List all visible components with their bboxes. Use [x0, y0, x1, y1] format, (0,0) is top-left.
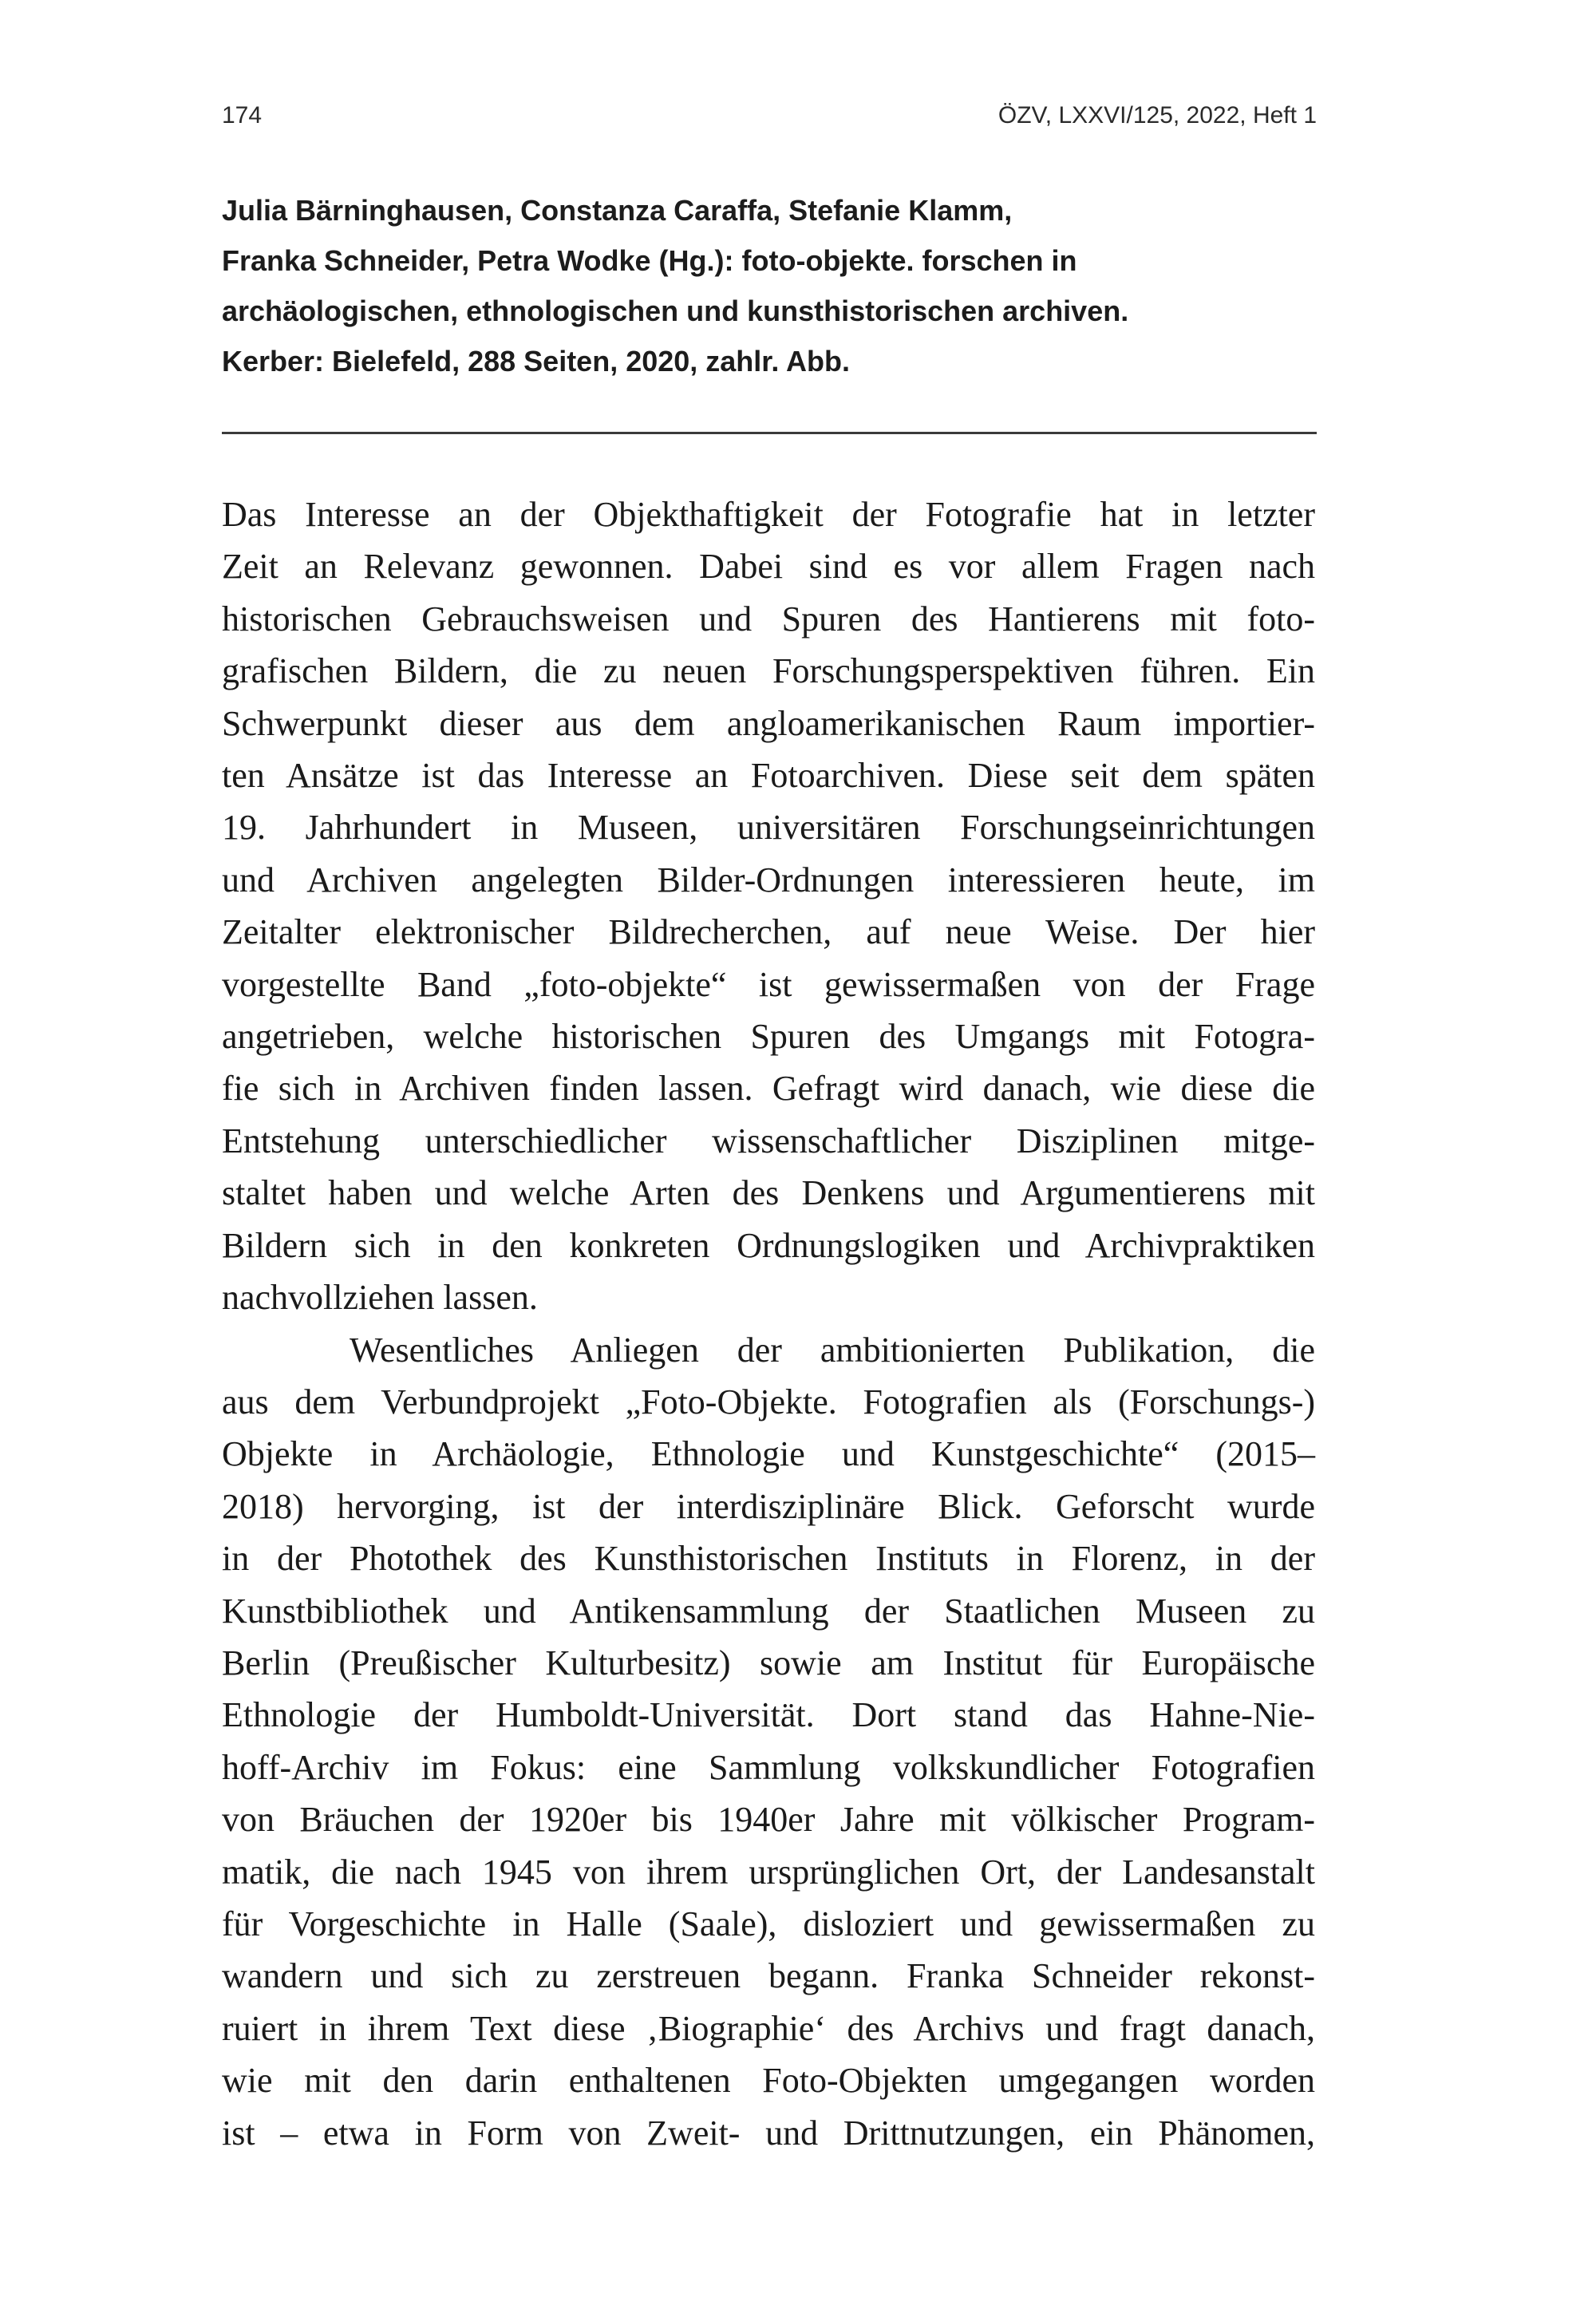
text-line: ruiert in ihrem Text diese ‚Biographie‘ des Archivs und fragt danach,: [222, 2008, 1315, 2048]
text-line: ist – etwa in Form von Zweit- und Drittnutzungen, ein Phänomen,: [222, 2113, 1315, 2153]
text-line: wandern und sich zu zerstreuen begann. Franka Schneider rekonst-: [222, 1956, 1315, 1996]
text-line: nachvollziehen lassen.: [222, 1278, 538, 1318]
text-line: Objekte in Archäologie, Ethnologie und Kunstgeschichte“ (2015–: [222, 1434, 1315, 1474]
text-line: ten Ansätze ist das Interesse an Fotoarchiven. Diese seit dem späten: [222, 756, 1315, 796]
text-line: Wesentliches Anliegen der ambitionierten Publikation, die: [350, 1330, 1315, 1370]
text-line: grafischen Bildern, die zu neuen Forschungsperspektiven führen. Ein: [222, 651, 1315, 691]
page-number: 174: [222, 102, 263, 128]
text-line: Ethnologie der Humboldt-Universität. Dort stand das Hahne-Nie-: [222, 1695, 1315, 1735]
text-line: angetrieben, welche historischen Spuren des Umgangs mit Fotogra-: [222, 1017, 1315, 1057]
text-line: matik, die nach 1945 von ihrem ursprünglichen Ort, der Landesanstalt: [222, 1852, 1315, 1892]
text-line: von Bräuchen der 1920er bis 1940er Jahre mit völkischer Program-: [222, 1800, 1315, 1840]
text-line: Entstehung unterschiedlicher wissenschaftlicher Disziplinen mitge-: [222, 1121, 1315, 1160]
text-line: staltet haben und welche Arten des Denkens und Argumentierens mit: [222, 1173, 1315, 1213]
paragraph-1: [222, 488, 1315, 1324]
title-line: Franka Schneider, Petra Wodke (Hg.): foto-objekte. forschen in: [222, 244, 1077, 277]
text-line: Kunstbibliothek und Antikensammlung der Staatlichen Museen zu: [222, 1591, 1315, 1631]
review-title: [222, 185, 1317, 386]
title-line: Kerber: Bielefeld, 288 Seiten, 2020, zahlr. Abb.: [222, 345, 850, 378]
journal-citation: ÖZV, LXXVI/125, 2022, Heft 1: [998, 102, 1317, 128]
text-line: historischen Gebrauchsweisen und Spuren des Hantierens mit foto-: [222, 599, 1315, 639]
text-line: fie sich in Archiven finden lassen. Gefragt wird danach, wie diese die: [222, 1069, 1315, 1109]
title-line: archäologischen, ethnologischen und kunsthistorischen archiven.: [222, 295, 1129, 327]
text-line: 19. Jahrhundert in Museen, universitären Forschungseinrichtungen: [222, 808, 1315, 848]
text-line: Das Interesse an der Objekthaftigkeit der Fotografie hat in letzter: [222, 495, 1315, 534]
text-line: in der Photothek des Kunsthistorischen Instituts in Florenz, in der: [222, 1539, 1315, 1579]
text-line: 2018) hervorging, ist der interdisziplinäre Blick. Geforscht wurde: [222, 1486, 1315, 1526]
text-line: Zeit an Relevanz gewonnen. Dabei sind es vor allem Fragen nach: [222, 547, 1315, 587]
paragraph-2: [222, 1324, 1315, 2160]
text-line: vorgestellte Band „foto-objekte“ ist gewissermaßen von der Frage: [222, 964, 1315, 1004]
text-line: Schwerpunkt dieser aus dem angloamerikanischen Raum importier-: [222, 703, 1315, 743]
text-line: Berlin (Preußischer Kulturbesitz) sowie am Institut für Europäische: [222, 1643, 1315, 1682]
body-text: [222, 488, 1315, 2159]
title-line: Julia Bärninghausen, Constanza Caraffa, Stefanie Klamm,: [222, 194, 1013, 227]
text-line: für Vorgeschichte in Halle (Saale), disloziert und gewissermaßen zu: [222, 1904, 1315, 1943]
text-line: Bildern sich in den konkreten Ordnungslogiken und Archivpraktiken: [222, 1225, 1315, 1265]
text-line: hoff-Archiv im Fokus: eine Sammlung volkskundlicher Fotografien: [222, 1747, 1315, 1787]
text-line: Zeitalter elektronischer Bildrecherchen, auf neue Weise. Der hier: [222, 912, 1315, 952]
running-header: [222, 102, 1317, 129]
divider: [222, 432, 1317, 434]
text-line: und Archiven angelegten Bilder-Ordnungen interessieren heute, im: [222, 860, 1315, 899]
text-line: wie mit den darin enthaltenen Foto-Objekten umgegangen worden: [222, 2061, 1315, 2101]
text-line: aus dem Verbundprojekt „Foto-Objekte. Fotografien als (Forschungs-): [222, 1382, 1315, 1421]
